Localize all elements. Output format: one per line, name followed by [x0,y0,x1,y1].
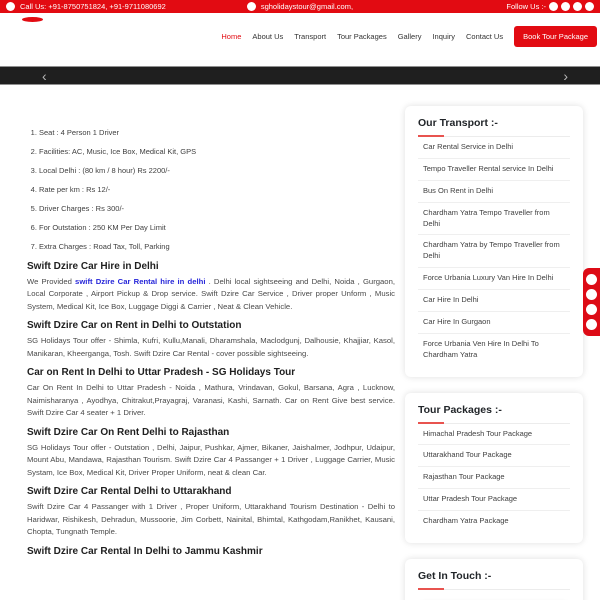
nav-inquiry[interactable]: Inquiry [432,32,455,41]
nav-gallery[interactable]: Gallery [397,32,422,41]
get-in-touch-card [405,559,583,600]
call-us-text: Call Us: +91-8750751824, +91-9711080692 [20,2,166,11]
get-in-touch-title: Get In Touch :- [418,570,570,590]
social-icon-3[interactable] [573,2,582,11]
car-spec-list [27,128,395,251]
transport-link[interactable]: Force Urbania Ven Hire In Delhi To Chardham Yatra [423,338,539,359]
spec-item: 6. For Outstation : 250 KM Per Day Limit [39,223,395,232]
nav-about-us[interactable]: About Us [252,32,284,41]
sticky-social-icon-1[interactable] [586,274,597,285]
our-transport-title: Our Transport :- [418,117,570,137]
spec-item: 4. Rate per km : Rs 12/- [39,185,395,194]
section-paragraph: Swift Dzire Car 4 Passanger with 1 Driver , Proper Uniform, Uttarakhand Tourism Destination - Delhi to Haridwar, Rishikesh, Dehradun, Mussoorie, Jim Corbett, Nainital, Bhimtal, Kathgodam,Ranikhet, Kausani, Chopta, Tungnath Temple. [27,502,395,537]
package-link[interactable]: Uttarakhand Tour Package [418,445,570,467]
slider-next-icon[interactable]: › [563,67,568,84]
sticky-social-icon-4[interactable] [586,319,597,330]
spec-item: 1. Seat : 4 Person 1 Driver [39,128,395,137]
spec-item: 3. Local Delhi : (80 km / 8 hour) Rs 2200/- [39,166,395,175]
transport-link[interactable]: Tempo Traveller Rental service In Delhi [418,159,570,181]
email-link[interactable]: sgholidaystour@gmail.com, [260,2,354,11]
section-heading: Swift Dzire Car on Rent in Delhi to Outstation [27,320,242,332]
package-link[interactable]: Uttar Pradesh Tour Package [418,489,570,511]
intro-text-before: We Provided [27,277,76,286]
transport-link[interactable]: Force Urbania Luxury Van Hire In Delhi [418,268,570,290]
section-heading: Swift Dzire Car Rental In Delhi to Jammu Kashmir [27,545,263,557]
section-paragraph [27,276,395,313]
intro-text-after: . Delhi local sightseeing and Delhi, Noida , Gurgaon, Local Corporate , Airport Pickup & Drop service. Swift Dzire Car Service , Driver proper Unform , Music System, Medical Kit, Ice Box, Luggage Diggi & Carrier , Neat & Clean Vehicle. [27,277,395,311]
follow-us-group [506,2,594,11]
tour-packages-title: Tour Packages :- [418,404,570,424]
spec-item: 2. Facilities: AC, Music, Ice Box, Medical Kit, GPS [39,147,395,156]
section-paragraph: SG Holidays Tour offer - Shimla, Kufri, Kullu,Manali, Dharamshala, Maclodgunj, Dalhousie, Khajjiar, Kasol, Manikaran, Kheerganga, Tosh. Swift Dzire Car Rental - cover possible sightseeing. [27,336,395,358]
transport-link[interactable]: Chardham Yatra Tempo Traveller from Delhi [418,203,570,236]
section-paragraph: SG Holidays Tour offer - Outstation , Delhi, Jaipur, Pushkar, Ajmer, Bikaner, Jaishalmer, Jodhpur, Udaipur, Mount Abu, Mandawa, Rajasthan Tourism. Swift Dzire Car 4 Passanger + 1 Driver , Luggage Carrier, Music Systam, Ice Box, Medical Kit, Driver Proper Uniform, neat & clean Car. [27,442,395,477]
section-heading: Car on Rent In Delhi to Uttar Pradesh - SG Holidays Tour [27,367,296,379]
slider-prev-icon[interactable]: ‹ [42,67,47,84]
dzire-rental-link[interactable]: swift Dzire Car Rental hire in delhi [75,277,206,286]
spec-item: 5. Driver Charges : Rs 300/- [39,204,395,213]
nav-home[interactable]: Home [221,32,242,41]
sticky-social-widget [583,268,600,336]
packages-list [418,424,570,532]
section-heading: Swift Dzire Car On Rent Delhi to Rajasthan [27,426,230,438]
sidebar [405,106,583,600]
sticky-social-icon-3[interactable] [586,304,597,315]
main-nav [221,26,597,47]
social-icon-1[interactable] [549,2,558,11]
package-link[interactable]: Chardham Yatra Package [423,516,509,525]
book-tour-package-button[interactable]: Book Tour Package [514,26,597,47]
our-transport-card [405,106,583,377]
sticky-social-icon-2[interactable] [586,289,597,300]
social-icon-4[interactable] [585,2,594,11]
section-paragraph: Car On Rent In Delhi to Uttar Pradesh - Noida , Mathura, Vrindavan, Gokul, Barsana, Agra , Lucknow, Naimisharanya , Ayodhya, Chitrakut,Prayagraj, Varanasi, Kashi, Sarnath. Car on Rent Give best service. Swift Dzire Car 4 seater + 1 Driver. [27,383,395,418]
follow-us-label: Follow Us :- [506,2,546,11]
package-link[interactable]: Himachal Pradesh Tour Package [418,424,570,446]
transport-link[interactable]: Bus On Rent in Delhi [418,181,570,203]
transport-link[interactable]: Car Hire In Delhi [418,290,570,312]
transport-list [418,137,570,366]
main-content [27,128,395,561]
header [0,13,600,56]
logo-swoosh [22,17,43,22]
social-icon-2[interactable] [561,2,570,11]
mail-icon [247,2,256,11]
banner-slider [0,66,600,85]
transport-link[interactable]: Chardham Yatra by Tempo Traveller from Delhi [418,235,570,268]
transport-link[interactable]: Car Rental Service in Delhi [418,137,570,159]
spec-item: 7. Extra Charges : Road Tax, Toll, Parking [39,242,395,251]
section-heading: Swift Dzire Car Hire in Delhi [27,261,159,272]
nav-transport[interactable]: Transport [294,32,327,41]
topbar [0,0,600,13]
nav-contact-us[interactable]: Contact Us [465,32,504,41]
nav-tour-packages[interactable]: Tour Packages [337,32,387,41]
section-heading: Swift Dzire Car Rental Delhi to Uttarakhand [27,486,232,498]
tour-packages-card [405,393,583,543]
package-link[interactable]: Rajasthan Tour Package [418,467,570,489]
transport-link[interactable]: Car Hire In Gurgaon [418,312,570,334]
phone-icon [6,2,15,11]
